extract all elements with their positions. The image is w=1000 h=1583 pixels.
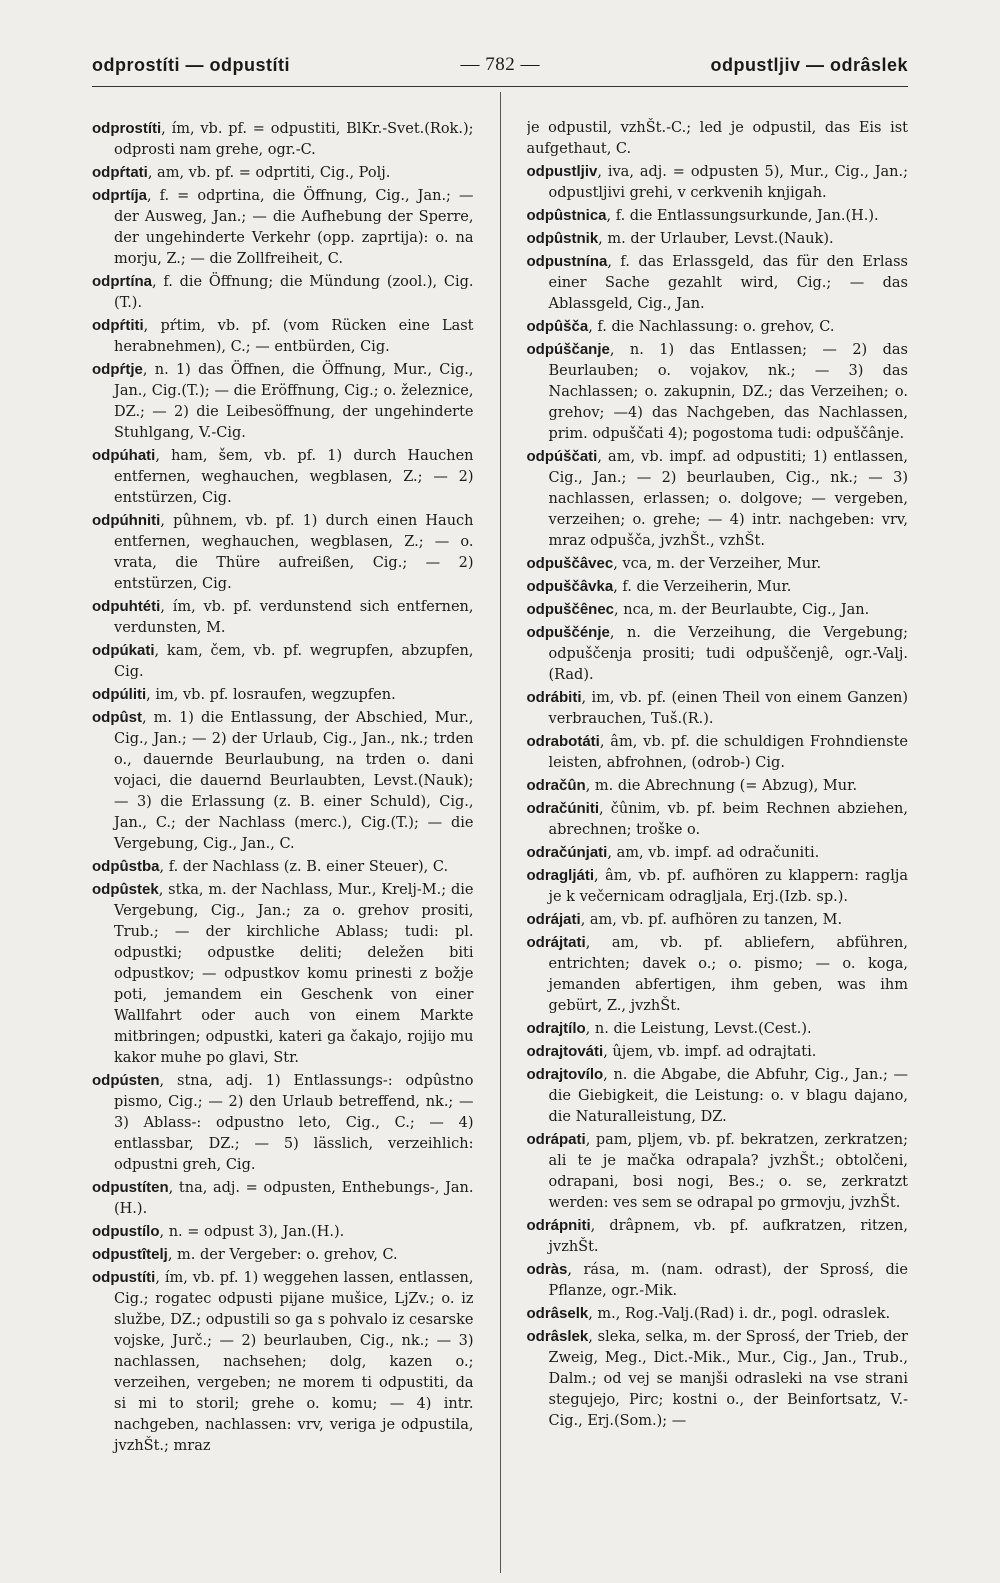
headword: odpuščênec xyxy=(526,601,615,618)
entry-definition: , âm, vb. pf. die schuldigen Frohndienste leisten, abfrohnen, (odrob-) Cig. xyxy=(548,734,908,771)
dictionary-entry xyxy=(92,271,474,314)
entry-definition: , pam, pljem, vb. pf. bekratzen, zerkratzen; ali te je mačka odrapala? jvzhŠt.; obtolčeni, odrapani, bosi nogi, Bes.; o. se, zerkratzt werden: ves sem se odrapal po grmovju, jvzhŠt. xyxy=(548,1132,908,1211)
dictionary-entry xyxy=(527,842,909,864)
headword: odpuščâvec xyxy=(526,555,614,572)
dictionary-entry xyxy=(92,1221,474,1243)
headword: odpŕtati xyxy=(92,164,148,181)
entry-definition: , im, vb. pf. (einen Theil von einem Ganzen) verbrauchen, Tuš.(R.). xyxy=(548,690,908,727)
entry-definition: , f. das Erlassgeld, das für den Erlass einer Sache gezahlt wird, Cig.; — das Ablassgeld, Cig., Jan. xyxy=(548,254,908,312)
entry-definition: , m. der Vergeber: o. grehov, C. xyxy=(167,1247,398,1263)
dictionary-entry xyxy=(92,445,474,509)
dictionary-entry xyxy=(92,879,474,1069)
dictionary-entry xyxy=(527,118,909,160)
dictionary-entry xyxy=(527,446,909,552)
entry-definition: , vca, m. der Verzeiher, Mur. xyxy=(613,556,822,572)
header-right-guide-words: odpustljiv — odrâslek xyxy=(710,54,908,75)
entry-definition: , am, vb. pf. aufhören zu tanzen, M. xyxy=(580,912,843,928)
dictionary-entry xyxy=(527,622,909,686)
entry-definition: , f. der Nachlass (z. B. einer Steuer), C. xyxy=(159,859,449,875)
dictionary-entry xyxy=(527,228,909,250)
dictionary-entry xyxy=(92,856,474,878)
entry-definition: , pûhnem, vb. pf. 1) durch einen Hauch entfernen, weghauchen, wegblasen, Z.; — o. vrata, die Thüre aufreißen, Cig.; — 2) entstürzen, Cig. xyxy=(114,513,474,592)
headword: odpŕtje xyxy=(92,361,143,378)
headword: odračûn xyxy=(526,777,586,794)
headword: odpûstnik xyxy=(526,230,599,247)
entry-definition: , âm, vb. pf. aufhören zu klappern: raglja je k večernicam odragljala, Erj.(Izb. sp.). xyxy=(548,868,908,905)
entry-definition: , f. die Nachlassung: o. grehov, C. xyxy=(588,319,835,335)
headword: odpustíten xyxy=(92,1179,169,1196)
entry-definition: , rása, m. (nam. odrast), der Sprosś, die Pflanze, ogr.-Mik. xyxy=(548,1262,908,1299)
dictionary-entry xyxy=(527,205,909,227)
dictionary-entry xyxy=(92,707,474,855)
dictionary-entry xyxy=(527,798,909,841)
headword: odprtína xyxy=(92,273,152,290)
entry-definition: , am, vb. pf. abliefern, abführen, entrichten; davek o.; o. pismo; — o. koga, jemanden abfertigen, ihm geben, was ihm gebürt, Z., jvzhŠt. xyxy=(548,935,908,1014)
entry-definition: , n. die Leistung, Levst.(Cest.). xyxy=(585,1021,812,1037)
entry-definition: , f. die Entlassungsurkunde, Jan.(H.). xyxy=(606,208,879,224)
headword: odpúkati xyxy=(92,642,155,659)
headword: odrajtovílo xyxy=(526,1066,604,1083)
entry-definition: , pŕtim, vb. pf. (vom Rücken eine Last herabnehmen), C.; — entbürden, Cig. xyxy=(114,318,474,355)
entry-definition: , n. die Abgabe, die Abfuhr, Cig., Jan.; — die Giebigkeit, die Leistung: o. v blagu dajano, die Naturalleistung, DZ. xyxy=(548,1067,908,1125)
dictionary-entry xyxy=(527,553,909,575)
dictionary-entry xyxy=(92,510,474,595)
headword: odpûst xyxy=(92,709,142,726)
dictionary-entry xyxy=(92,162,474,184)
entry-definition: , ham, šem, vb. pf. 1) durch Hauchen entfernen, weghauchen, wegblasen, Z.; — 2) entstürzen, Cig. xyxy=(114,448,474,506)
headword: odrajtílo xyxy=(526,1020,586,1037)
dictionary-entry xyxy=(527,316,909,338)
headword: odprostíti xyxy=(92,120,162,137)
entry-definition: , tna, adj. = odpusten, Enthebungs-, Jan.(H.). xyxy=(114,1180,474,1217)
dictionary-entry xyxy=(92,315,474,358)
headword: odpúhati xyxy=(92,447,156,464)
entry-definition: , f. = odprtina, die Öffnung, Cig., Jan.; — der Ausweg, Jan.; — die Aufhebung der Sperre, der ungehinderte Verkehr (opp. zaprtija): o. na morju, Z.; — die Zollfreiheit, C. xyxy=(114,188,474,267)
headword: odrápati xyxy=(526,1131,586,1148)
dictionary-entry xyxy=(92,596,474,639)
headword: odpuhtéti xyxy=(92,598,161,615)
entry-definition: , m. die Abrechnung (= Abzug), Mur. xyxy=(585,778,858,794)
entry-definition: , am, vb. pf. = odprtiti, Cig., Polj. xyxy=(147,165,391,181)
entry-definition: , im, vb. pf. losraufen, wegzupfen. xyxy=(146,687,396,703)
dictionary-entry xyxy=(92,1244,474,1266)
dictionary-entry xyxy=(527,1041,909,1063)
entry-definition: , stna, adj. 1) Entlassungs-: odpûstno pismo, Cig.; — 2) den Urlaub betreffend, nk.; — 3) Ablass-: odpustno leto, Cig., C.; — 4) entlassbar, DZ.; — 5) lässlich, verzeihlich: odpustni greh, Cig. xyxy=(114,1073,474,1173)
entry-definition: , drâpnem, vb. pf. aufkratzen, ritzen, jvzhŠt. xyxy=(548,1218,908,1255)
entry-definition: , am, vb. impf. ad odpustiti; 1) entlassen, Cig., Jan.; — 2) beurlauben, Cig., nk.; — 3) nachlassen, erlassen; o. dolgove; — vergeben, verzeihen; o. grehe; — 4) intr. nachgeben: vrv, mraz odpušča, jvzhŠt., vzhŠt. xyxy=(548,449,908,549)
headword: odrajtováti xyxy=(526,1043,604,1060)
left-column xyxy=(92,118,474,1573)
headword: odpûšča xyxy=(526,318,589,335)
headword: odpûstnica xyxy=(526,207,607,224)
dictionary-entry xyxy=(92,185,474,270)
headword: odpŕtiti xyxy=(92,317,144,334)
page-number: — 782 — xyxy=(460,54,540,75)
headword: odragljáti xyxy=(526,867,595,884)
entry-definition: , čûnim, vb. pf. beim Rechnen abziehen, abrechnen; troške o. xyxy=(548,801,908,838)
entry-definition: , ím, vb. pf. 1) weggehen lassen, entlassen, Cig.; rogatec odpusti pijane mušice, LjZv.; o. iz službe, DZ.; odpustili so ga s pohvalo iz cesarske vojske, Jurč.; — 2) beurlauben, Cig., nk.; — 3) nachlassen, nachsehen; dolg, kazen o.; verzeihen, vergeben; ne morem ti odpustiti, da si mi to storil; grehe o. komu; — 4) intr. nachgeben, nachlassen: vrv, veriga je odpustila, jvzhŠt.; mraz xyxy=(114,1270,474,1454)
headword: odpustljiv xyxy=(526,163,598,180)
entry-definition: , am, vb. impf. ad odračuniti. xyxy=(607,845,820,861)
entry-definition: , sleka, selka, m. der Sprosś, der Trieb, der Zweig, Meg., Dict.-Mik., Mur., Cig., Jan., Trub., Dalm.; od vej se manjši odrasleki na vse strani stegujejo, Pirc; kostni o., der Beinfortsatz, V.-Cig., Erj.(Som.); — xyxy=(548,1329,908,1429)
dictionary-entry xyxy=(527,775,909,797)
entry-definition: , n. 1) das Öffnen, die Öffnung, Mur., Cig., Jan., Cig.(T.); — die Eröffnung, Cig.; o. železnice, DZ.; — 2) die Leibesöffnung, der ungehinderte Stuhlgang, V.-Cig. xyxy=(114,362,474,441)
dictionary-entry xyxy=(527,1215,909,1258)
header-rule xyxy=(92,86,908,87)
headword: odračúniti xyxy=(526,800,600,817)
headword: odpûstek xyxy=(92,881,159,898)
dictionary-entry xyxy=(92,359,474,444)
entry-definition: , ím, vb. pf. verdunstend sich entfernen, verdunsten, M. xyxy=(114,599,474,636)
entry-definition: , m., Rog.-Valj.(Rad) i. dr., pogl. odraslek. xyxy=(588,1306,891,1322)
headword: odpuščâvka xyxy=(526,578,614,595)
headword: odrâselk xyxy=(526,1305,589,1322)
dictionary-entry xyxy=(527,731,909,774)
dictionary-entry xyxy=(92,1177,474,1220)
dictionary-entry xyxy=(527,909,909,931)
dictionary-entry xyxy=(527,161,909,204)
columns xyxy=(92,118,908,1573)
dictionary-entry xyxy=(527,932,909,1017)
headword: odpustíti xyxy=(92,1269,156,1286)
dictionary-entry xyxy=(527,1129,909,1214)
dictionary-entry xyxy=(92,1070,474,1176)
dictionary-entry xyxy=(527,339,909,445)
headword: odračúnjati xyxy=(526,844,608,861)
entry-definition: , n. 1) das Entlassen; — 2) das Beurlauben; o. vojakov, nk.; — 3) das Nachlassen; o. zakupnin, DZ.; das Verzeihen; o. grehov; —4) das Nachgeben, das Nachlassen, prim. odpuščati 4); pogostoma tudi: odpuščânje. xyxy=(548,342,908,442)
headword: odrabotáti xyxy=(526,733,600,750)
dictionary-entry xyxy=(527,251,909,315)
headword: odpustîtelj xyxy=(92,1246,168,1263)
entry-definition: , ûjem, vb. impf. ad odrajtati. xyxy=(603,1044,817,1060)
entry-definition: , f. die Verzeiherin, Mur. xyxy=(613,579,792,595)
dictionary-entry xyxy=(92,684,474,706)
headword: odpúščati xyxy=(526,448,598,465)
headword: odpûstba xyxy=(92,858,160,875)
entry-definition: , n. die Verzeihung, die Vergebung; odpuščenja prositi; tudi odpuščenjê, ogr.-Valj.(Rad). xyxy=(548,625,908,683)
headword: odrâslek xyxy=(526,1328,589,1345)
headword: odpúhniti xyxy=(92,512,161,529)
headword: odpústen xyxy=(92,1072,160,1089)
headword: odpúliti xyxy=(92,686,147,703)
dictionary-entry xyxy=(527,599,909,621)
dictionary-entry xyxy=(527,1064,909,1128)
dictionary-entry xyxy=(92,1267,474,1457)
dictionary-entry xyxy=(527,1303,909,1325)
entry-definition: je odpustil, vzhŠt.-C.; led je odpustil, das Eis ist aufgethaut, C. xyxy=(526,120,908,157)
dictionary-entry xyxy=(527,576,909,598)
dictionary-entry xyxy=(527,687,909,730)
column-divider xyxy=(500,92,501,1573)
dictionary-entry xyxy=(527,865,909,908)
dictionary-entry xyxy=(92,640,474,683)
headword: odpuščénje xyxy=(526,624,610,641)
dictionary-entry xyxy=(527,1326,909,1432)
headword: odrájati xyxy=(526,911,581,928)
entry-definition: , iva, adj. = odpusten 5), Mur., Cig., Jan.; odpustljivi grehi, v cerkvenih knjigah. xyxy=(548,164,908,201)
dictionary-entry xyxy=(527,1259,909,1302)
header-left-guide-words: odprostíti — odpustíti xyxy=(92,54,290,75)
entry-definition: , m. der Urlauber, Levst.(Nauk). xyxy=(598,231,834,247)
dictionary-entry xyxy=(92,118,474,161)
dictionary-entry xyxy=(527,1018,909,1040)
headword: odprtíja xyxy=(92,187,147,204)
headword: odpustnína xyxy=(526,253,608,270)
entry-definition: , n. = odpust 3), Jan.(H.). xyxy=(159,1224,345,1240)
running-header xyxy=(92,50,908,80)
headword: odpustílo xyxy=(92,1223,160,1240)
headword: odràs xyxy=(526,1261,568,1278)
headword: odrábiti xyxy=(526,689,582,706)
entry-definition: , nca, m. der Beurlaubte, Cig., Jan. xyxy=(614,602,870,618)
headword: odrájtati xyxy=(526,934,586,951)
entry-definition: , m. 1) die Entlassung, der Abschied, Mur., Cig., Jan.; — 2) der Urlaub, Cig., Jan., nk.; trden o., dauernde Beurlaubung, na trden o. dani vojaci, die dauernd Beurlaubten, Levst.(Nauk); — 3) die Erlassung (z. B. einer Schuld), Cig., Jan., C.; der Nachlass (merc.), Cig.(T.); — die Vergebung, Cig., Jan., C. xyxy=(114,710,474,852)
right-column xyxy=(527,118,909,1573)
entry-definition: , f. die Öffnung; die Mündung (zool.), Cig.(T.). xyxy=(114,274,474,311)
headword: odrápniti xyxy=(526,1217,591,1234)
entry-definition: , stka, m. der Nachlass, Mur., Krelj-M.; die Vergebung, Cig., Jan.; za o. grehov prositi, Trub.; — der kirchliche Ablass; tudi: pl. odpustki; odpustke deliti; deležen biti odpustkov; — odpustkov komu prinesti z božje poti, jemandem ein Geschenk von einer Wallfahrt oder auch von einem Markte mitbringen; odpustki, kateri ga čakajo, rojijo mu kakor muhe po glavi, Str. xyxy=(114,882,474,1066)
entry-definition: , kam, čem, vb. pf. wegrupfen, abzupfen, Cig. xyxy=(114,643,474,680)
headword: odpúščanje xyxy=(526,341,610,358)
entry-definition: , ím, vb. pf. = odpustiti, BlKr.-Svet.(Rok.); odprosti nam grehe, ogr.-C. xyxy=(114,121,474,158)
